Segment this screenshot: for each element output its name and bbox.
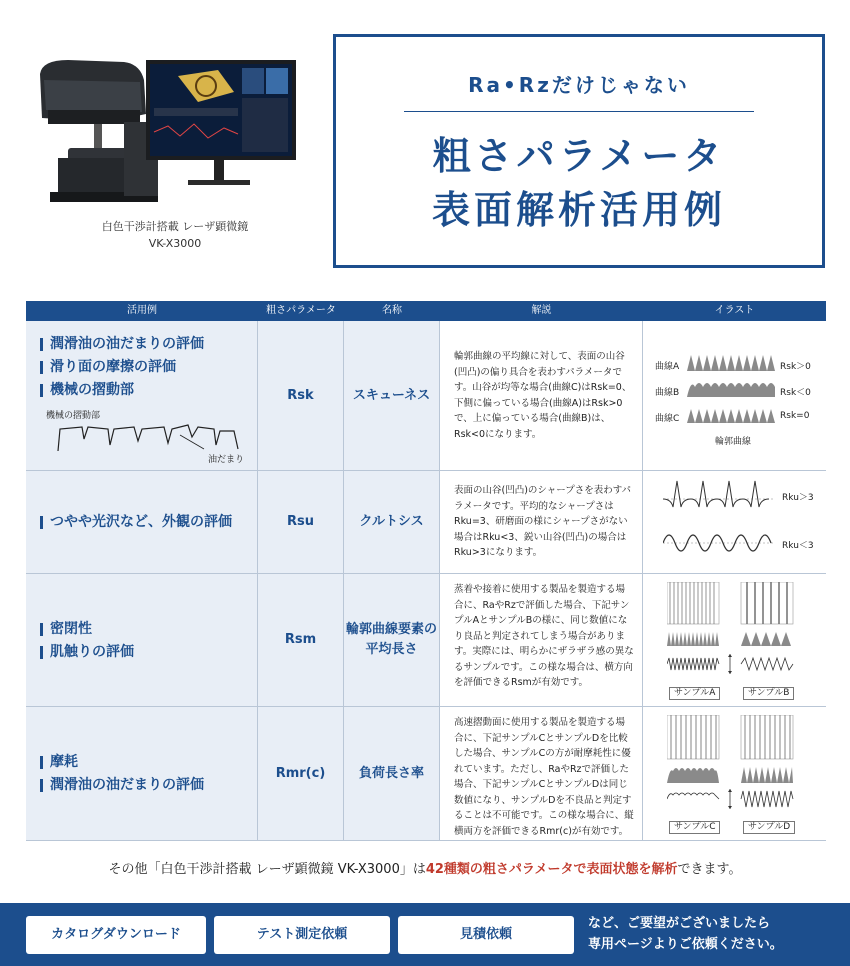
use-item: 潤滑油の油だまりの評価 xyxy=(40,774,204,797)
footnote-suffix: できます。 xyxy=(677,862,742,877)
curve-label-c: 曲線C xyxy=(655,414,680,424)
sample-ab-illustration xyxy=(667,582,795,688)
sample-d-label: サンプルD xyxy=(743,821,795,834)
profile-curve-caption: 輪郭曲線 xyxy=(715,437,752,447)
curve-label-a: 曲線A xyxy=(655,362,680,372)
illustration-cell xyxy=(643,471,826,573)
caption-line1: 白色干渉計搭載 レーザ顕微鏡 xyxy=(101,220,249,233)
footnote-accent: 42種類の粗さパラメータで表面状態を解析 xyxy=(425,862,678,877)
title-box xyxy=(333,34,825,268)
skewness-curves xyxy=(687,349,775,437)
hero-section xyxy=(0,0,850,290)
subhead: Ra•Rzだけじゃない xyxy=(468,73,690,97)
header-name: 名称 xyxy=(382,305,402,316)
param-cell xyxy=(258,321,344,470)
cta-note-line1: など、ご要望がございましたら xyxy=(588,916,771,931)
table-row-rsk xyxy=(26,321,826,471)
desc-cell xyxy=(440,321,643,470)
use-cell xyxy=(26,574,258,706)
header-use: 活用例 xyxy=(127,305,157,316)
name-cell xyxy=(344,707,440,840)
header-illustration: イラスト xyxy=(714,305,755,316)
rsk-negative: Rsk＜0 xyxy=(780,388,811,398)
use-cell xyxy=(26,321,258,470)
catalog-download-button[interactable]: カタログダウンロード xyxy=(26,916,206,954)
param-cell xyxy=(258,707,344,840)
use-item: 滑り面の摩擦の評価 xyxy=(40,356,204,379)
rsk-zero: Rsk=0 xyxy=(780,411,810,421)
param-name: 負荷長さ率 xyxy=(358,765,424,781)
param-description: 蒸着や接着に使用する製品を製造する場合に、RaやRzで評価した場合、下記サンプルAとサンプルBの様に、同じ数値になり良品と判定されてしまう場合があります。実際には、明らかにザラザラ感の異なるサンプルです。この様な場合は、横方向を評価できるRsmが有効です。 xyxy=(454,584,634,688)
name-cell xyxy=(344,574,440,706)
param-cell xyxy=(258,574,344,706)
use-item: 密閉性 xyxy=(40,618,134,641)
curve-label-b: 曲線B xyxy=(655,388,680,398)
param-value: Rsk xyxy=(287,387,314,403)
table-header xyxy=(26,301,826,321)
sample-b-label: サンプルB xyxy=(743,687,794,700)
header-desc: 解説 xyxy=(531,305,552,316)
sample-cd-illustration xyxy=(667,715,795,821)
test-measurement-button[interactable]: テスト測定依頼 xyxy=(214,916,390,954)
param-description: 輪郭曲線の平均線に対して、表面の山谷(凹凸)の偏り具合を表わすパラメータです。山谷が均等な場合(曲線C)はRsk=0、下側に偏っている場合(曲線A)はRsk>0で、上に偏っている場合(曲線B)は、Rsk<0になります。 xyxy=(454,351,632,440)
use-item: 潤滑油の油だまりの評価 xyxy=(40,333,204,356)
table-row-rsu xyxy=(26,471,826,574)
param-cell xyxy=(258,471,344,573)
page-title xyxy=(336,129,822,237)
rsk-positive: Rsk＞0 xyxy=(780,362,811,372)
header-param: 粗さパラメータ xyxy=(266,305,336,316)
param-name: 輪郭曲線要素の平均長さ xyxy=(345,622,437,657)
title-line1: 粗さパラメータ xyxy=(432,134,726,178)
param-name: スキューネス xyxy=(352,387,431,403)
sample-c-label: サンプルC xyxy=(669,821,720,834)
rku-high: Rku＞3 xyxy=(782,493,814,503)
microscope-product-image xyxy=(28,52,308,242)
param-value: Rsu xyxy=(286,514,314,529)
desc-cell xyxy=(440,574,643,706)
table-row-rsm xyxy=(26,574,826,707)
use-cell xyxy=(26,471,258,573)
title-divider xyxy=(404,111,754,112)
param-description: 表面の山谷(凹凸)のシャープさを表わすパラメータです。平均的なシャープさはRku=3、研磨面の様にシャープさがない場合はRku<3、鋭い山谷(凹凸)の場合はRku>3になります。 xyxy=(454,485,631,558)
cta-bar xyxy=(0,903,850,966)
caption-line2: VK-X3000 xyxy=(148,237,202,250)
use-item: 肌触りの評価 xyxy=(40,641,134,664)
product-caption xyxy=(60,218,290,252)
cta-note xyxy=(588,913,838,955)
param-value: Rsm xyxy=(284,632,317,647)
illustration-cell xyxy=(643,574,826,706)
desc-cell xyxy=(440,707,643,840)
kurtosis-curves xyxy=(663,477,775,569)
name-cell xyxy=(344,321,440,470)
footnote-prefix: その他「白色干渉計搭載 レーザ顕微鏡 VK-X3000」は xyxy=(108,862,426,877)
oil-pocket-label: 油だまり xyxy=(208,455,245,465)
desc-cell xyxy=(440,471,643,573)
param-description: 高速摺動面に使用する製品を製造する場合に、下記サンプルCとサンプルDを比較した場合、サンプルCの方が耐摩耗性に優れています。ただし、RaやRzで評価した場合、下記サンプルCとサンプルDは同じ数値になり、サンプルDを不良品と判定することは不可能です。この様な場合に、縦横両方を評価できるRmr(c)が有効です。 xyxy=(454,717,634,837)
use-item: つやや光沢など、外観の評価 xyxy=(40,511,232,534)
cta-note-line2: 専用ページよりご依頼ください。 xyxy=(588,937,783,952)
param-value: Rmr(c) xyxy=(275,765,326,781)
footnote xyxy=(0,858,850,877)
sketch-label: 機械の摺動部 xyxy=(46,411,101,421)
use-item: 摩耗 xyxy=(40,751,204,774)
illustration-cell xyxy=(643,707,826,840)
param-name: クルトシス xyxy=(359,514,424,529)
parameter-table xyxy=(26,301,826,841)
use-item: 機械の摺動部 xyxy=(40,379,204,402)
title-line2: 表面解析活用例 xyxy=(431,188,726,232)
illustration-cell xyxy=(643,321,826,470)
table-row-rmr xyxy=(26,707,826,841)
name-cell xyxy=(344,471,440,573)
rku-low: Rku＜3 xyxy=(782,541,814,551)
quote-request-button[interactable]: 見積依頼 xyxy=(398,916,574,954)
sample-a-label: サンプルA xyxy=(669,687,720,700)
use-cell xyxy=(26,707,258,840)
